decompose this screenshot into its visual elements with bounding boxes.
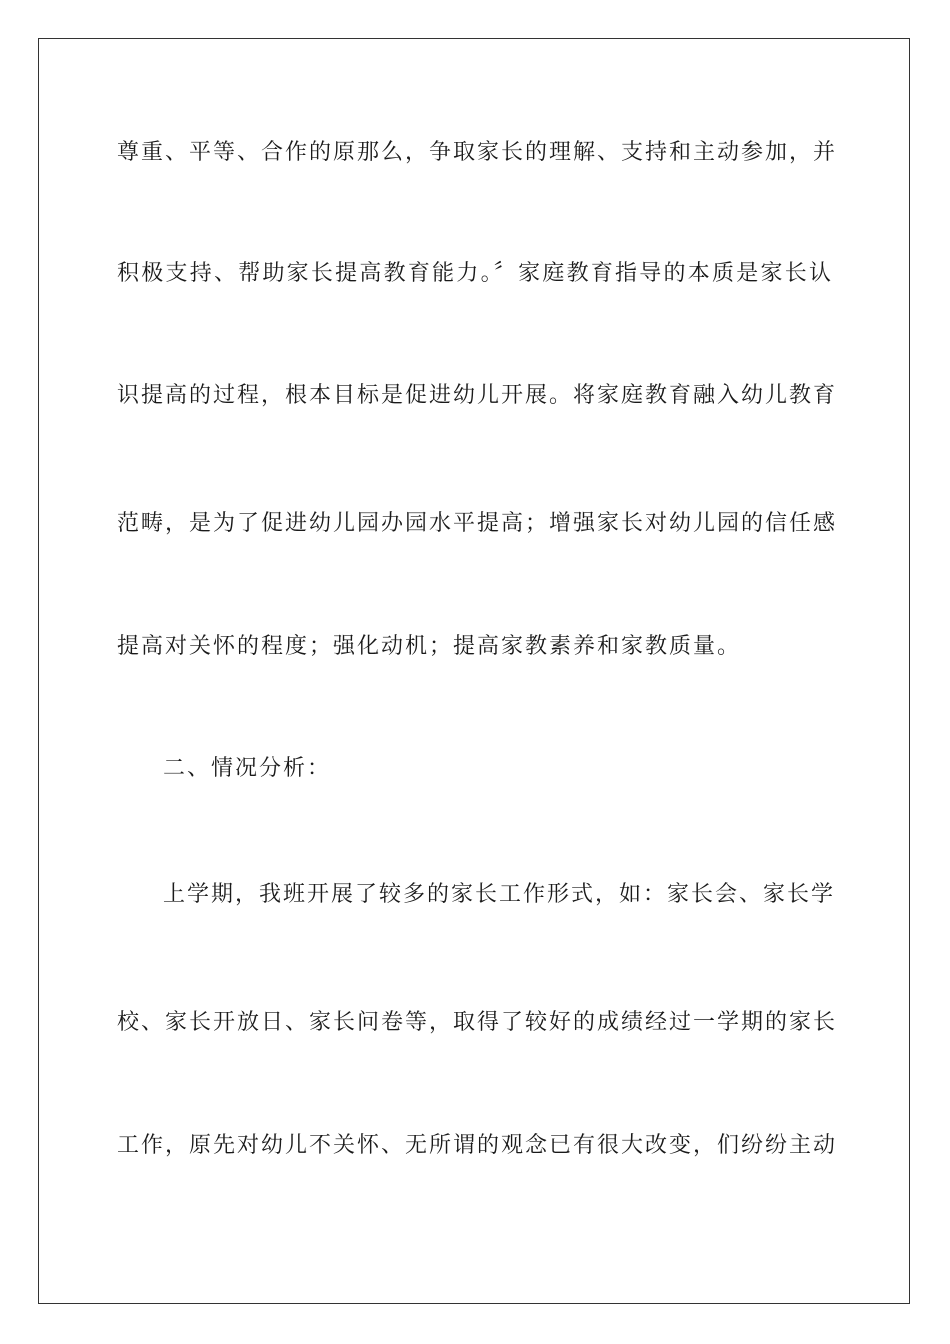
paragraph-line-1: 尊重、平等、合作的原那么，争取家长的理解、支持和主动参加，并: [117, 140, 838, 165]
paragraph-line-4: 范畴，是为了促进幼儿园办园水平提高；增强家长对幼儿园的信任感: [117, 511, 838, 536]
section-heading: 二、情况分析：: [163, 756, 332, 781]
paragraph-line-7: 校、家长开放日、家长问卷等，取得了较好的成绩经过一学期的家长: [117, 1010, 838, 1035]
paragraph-line-2: 积极支持、帮助家长提高教育能力。〞家庭教育指导的本质是家长认: [117, 261, 833, 286]
paragraph-line-5: 提高对关怀的程度；强化动机；提高家教素养和家教质量。: [117, 634, 742, 659]
paragraph-line-8: 工作，原先对幼儿不关怀、无所谓的观念已有很大改变，们纷纷主动: [117, 1133, 838, 1158]
paragraph-line-6: 上学期，我班开展了较多的家长工作形式，如：家长会、家长学: [163, 882, 836, 907]
paragraph-line-3: 识提高的过程，根本目标是促进幼儿开展。将家庭教育融入幼儿教育: [117, 383, 838, 408]
page-border: [38, 38, 910, 1304]
